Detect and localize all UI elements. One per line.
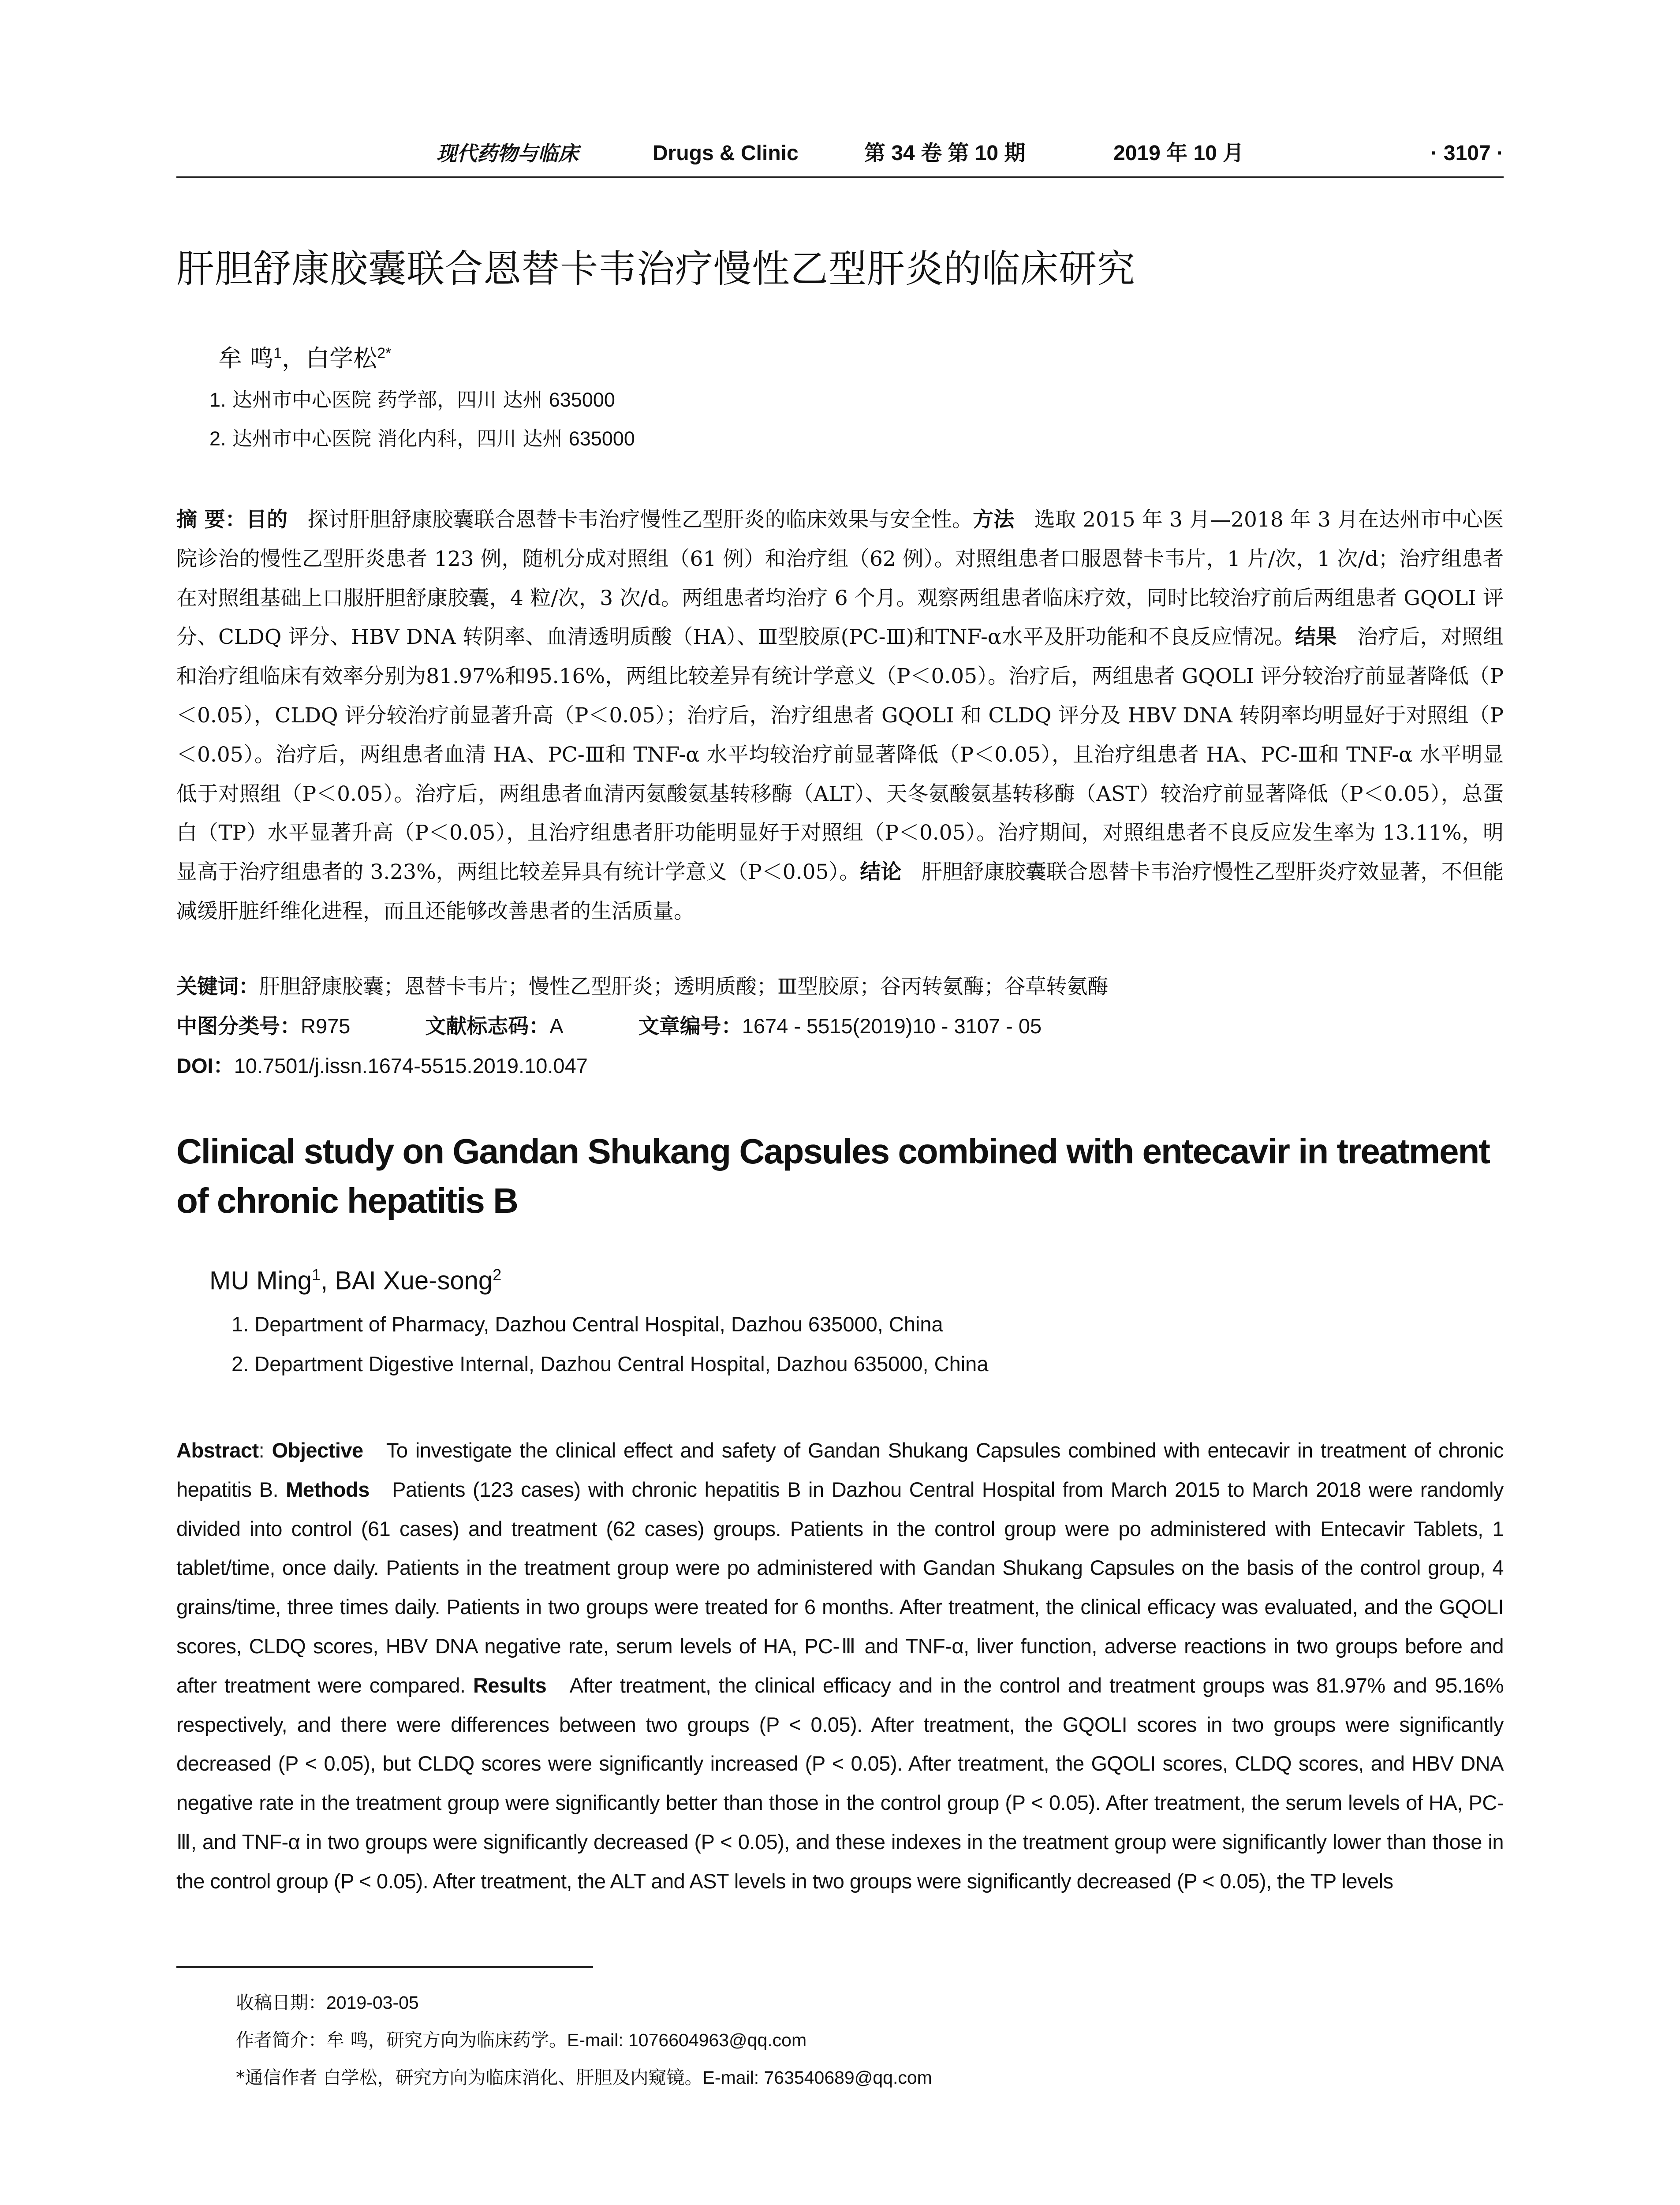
methods-cn: 选取 2015 年 3 月—2018 年 3 月在达州市中心医院诊治的慢性乙型肝炎患者 123 例，随机分成对照组（61 例）和治疗组（62 例）。对照组患者口服恩替卡韦片，1 片/次，1 次/d；治疗组患者在对照组基础上口服肝胆舒康胶囊，4 粒/次，3 次/d。两组患者均治疗 6 个月。观察两组患者临床疗效，同时比较治疗前后两组患者 GQOLI 评分、CLDQ 评分、HBV DNA 转阴率、血清透明质酸（HA）、Ⅲ型胶原(PC-Ⅲ)和TNF-α水平及肝功能和不良反应情况。: [176, 508, 1504, 650]
article-no-label: 文章编号：: [638, 1014, 742, 1039]
keywords-text: 肝胆舒康胶囊；恩替卡韦片；慢性乙型肝炎；透明质酸；Ⅲ型胶原；谷丙转氨酶；谷草转氨酶: [259, 975, 1109, 999]
affiliation-cn-1: [209, 384, 615, 412]
doi-label: DOI：: [176, 1054, 234, 1077]
abstract-cn: [176, 501, 1504, 931]
page-number: · 3107 ·: [1430, 142, 1504, 165]
journal-name-en: Drugs & Clinic: [653, 142, 799, 165]
objective-label-en: Objective: [272, 1439, 363, 1462]
author-1-cn: 牟 鸣: [218, 344, 274, 372]
methods-label-cn: 方法: [973, 508, 1015, 532]
author-2-sup: 2*: [377, 345, 392, 362]
author-2-en: BAI Xue-song: [335, 1266, 493, 1295]
authors-en: [209, 1266, 501, 1295]
received-label: 收稿日期：: [236, 1992, 326, 2013]
received-date: 2019-03-05: [326, 1992, 419, 2013]
author-2-cn: 白学松: [306, 344, 377, 372]
abstract-en-colon: :: [258, 1439, 272, 1462]
affiliation-code: 635000: [549, 389, 615, 411]
clc-value: R975: [301, 1014, 351, 1038]
title-en: Clinical study on Gandan Shukang Capsules combined with entecavir in treatment of chronic hepatitis B: [176, 1132, 1490, 1220]
doc-code-value: A: [549, 1014, 564, 1038]
header-rule: [176, 176, 1504, 178]
author-bio-label: 作者简介：: [236, 2029, 326, 2051]
conclusion-cn: 肝胆舒康胶囊联合恩替卡韦治疗慢性乙型肝炎疗效显著，不但能减缓肝脏纤维化进程，而且还能够改善患者的生活质量。: [176, 860, 1504, 923]
objective-cn: 探讨肝胆舒康胶囊联合恩替卡韦治疗慢性乙型肝炎的临床效果与安全性。: [307, 508, 973, 532]
affiliation-num: 2.: [209, 427, 226, 450]
author-2-en-sup: 2: [493, 1266, 502, 1284]
corresponding-label: *通信作者: [236, 2067, 323, 2088]
footnote-rule: [176, 1966, 593, 1968]
author-email[interactable]: E-mail: 1076604963@qq.com: [567, 2030, 807, 2050]
author-separator: ，: [282, 344, 306, 372]
volume-issue: 第 34 卷 第 10 期: [864, 142, 1026, 165]
footnote-received: [236, 1988, 419, 2014]
objective-label-cn: 目的: [246, 508, 288, 532]
corresponding-text: 白学松，研究方向为临床消化、肝胆及内窥镜。: [323, 2067, 703, 2088]
results-en: After treatment, the clinical efficacy and in the control and treatment groups was 81.97% and 95.16% respectively, and there were differences between two groups (P < 0.05). After treatment, the GQOLI scores in two groups were significantly decreased (P < 0.05), but CLDQ scores were significantly increased (P < 0.05). After treatment, the GQOLI scores, CLDQ scores, and HBV DNA negative rate in the treatment group were significantly better than those in the control group (P < 0.05). After treatment, the serum levels of HA, PC-Ⅲ, and TNF-α in two groups were significantly decreased (P < 0.05), and these indexes in the treatment group were significantly lower than those in the control group (P < 0.05). After treatment, the ALT and AST levels in two groups were significantly decreased (P < 0.05), the TP levels: [176, 1673, 1504, 1893]
methods-en: Patients (123 cases) with chronic hepatitis B in Dazhou Central Hospital from March 2015 to March 2018 were randomly divided into control (61 cases) and treatment (62 cases) groups. Patients in the control group were po administered with Entecavir Tablets, 1 tablet/time, once daily. Patients in the treatment group were po administered with Gandan Shukang Capsules on the basis of the control group, 4 grains/time, three times daily. Patients in two groups were treated for 6 months. After treatment, the clinical efficacy was evaluated, and the GQOLI scores, CLDQ scores, HBV DNA negative rate, serum levels of HA, PC-Ⅲ and TNF-α, liver function, adverse reactions in two groups before and after treatment were compared.: [176, 1477, 1504, 1697]
title-cn: 肝胆舒康胶囊联合恩替卡韦治疗慢性乙型肝炎的临床研究: [176, 247, 1135, 291]
affiliation-code: 635000: [568, 427, 635, 450]
footnote-author: [236, 2026, 806, 2052]
running-header: [176, 140, 1504, 167]
results-cn: 治疗后，对照组和治疗组临床有效率分别为81.97%和95.16%，两组比较差异有统计学意义（P＜0.05）。治疗后，两组患者 GQOLI 评分较治疗前显著降低（P＜0.05），CLDQ 评分较治疗前显著升高（P＜0.05）；治疗后，治疗组患者 GQOLI 和 CLDQ 评分及 HBV DNA 转阴率均明显好于对照组（P＜0.05）。治疗后，两组患者血清 HA、PC-Ⅲ和 TNF-α 水平均较治疗前显著降低（P＜0.05），且治疗组患者 HA、PC-Ⅲ和 TNF-α 水平明显低于对照组（P＜0.05）。治疗后，两组患者血清丙氨酸氨基转移酶（ALT）、天冬氨酸氨基转移酶（AST）较治疗前显著降低（P＜0.05），总蛋白（TP）水平显著升高（P＜0.05），且治疗组患者肝功能明显好于对照组（P＜0.05）。治疗期间，对照组患者不良反应发生率为 13.11%，明显高于治疗组患者的 3.23%，两组比较差异具有统计学意义（P＜0.05）。: [176, 625, 1504, 885]
author-bio-text: 牟 鸣，研究方向为临床药学。: [326, 2029, 567, 2051]
affiliation-num: 1.: [209, 389, 226, 411]
doi-line: [176, 1050, 588, 1079]
author-1-sup: 1: [273, 345, 282, 362]
affiliation-text: 达州市中心医院 消化内科，四川 达州: [232, 427, 569, 450]
author-1-en: MU Ming: [209, 1266, 312, 1295]
journal-name-cn: 现代药物与临床: [437, 142, 579, 165]
affiliation-cn-2: [209, 422, 635, 451]
affiliation-en-2: 2. Department Digestive Internal, Dazhou Central Hospital, Dazhou 635000, China: [231, 1352, 989, 1375]
classification-line: [176, 1010, 1042, 1039]
footnote-corresponding: [236, 2063, 932, 2089]
doi-value[interactable]: 10.7501/j.issn.1674-5515.2019.10.047: [234, 1054, 588, 1077]
authors-cn: [218, 340, 391, 374]
methods-label-en: Methods: [286, 1477, 370, 1501]
keywords-label: 关键词：: [176, 975, 259, 999]
doc-code-label: 文献标志码：: [425, 1014, 550, 1039]
conclusion-label-cn: 结论: [860, 860, 902, 885]
abstract-en: [176, 1431, 1504, 1901]
corresponding-email[interactable]: E-mail: 763540689@qq.com: [702, 2067, 932, 2088]
abstract-cn-label: 摘 要：: [176, 508, 246, 532]
results-label-cn: 结果: [1295, 625, 1337, 650]
issue-date: 2019 年 10 月: [1113, 142, 1244, 165]
affiliation-text: 达州市中心医院 药学部，四川 达州: [232, 388, 549, 411]
results-label-en: Results: [473, 1673, 547, 1697]
author-en-separator: ,: [321, 1266, 335, 1295]
abstract-en-label: Abstract: [176, 1439, 259, 1462]
clc-label: 中图分类号：: [176, 1014, 301, 1039]
keywords-cn: [176, 970, 1108, 1000]
author-1-en-sup: 1: [312, 1266, 321, 1284]
objective-en: To investigate the clinical effect and safety of Gandan Shukang Capsules combined with entecavir in treatment of chronic hepatitis B.: [176, 1439, 1504, 1501]
affiliation-en-1: 1. Department of Pharmacy, Dazhou Central Hospital, Dazhou 635000, China: [231, 1312, 943, 1336]
article-no-value: 1674 - 5515(2019)10 - 3107 - 05: [742, 1014, 1042, 1038]
